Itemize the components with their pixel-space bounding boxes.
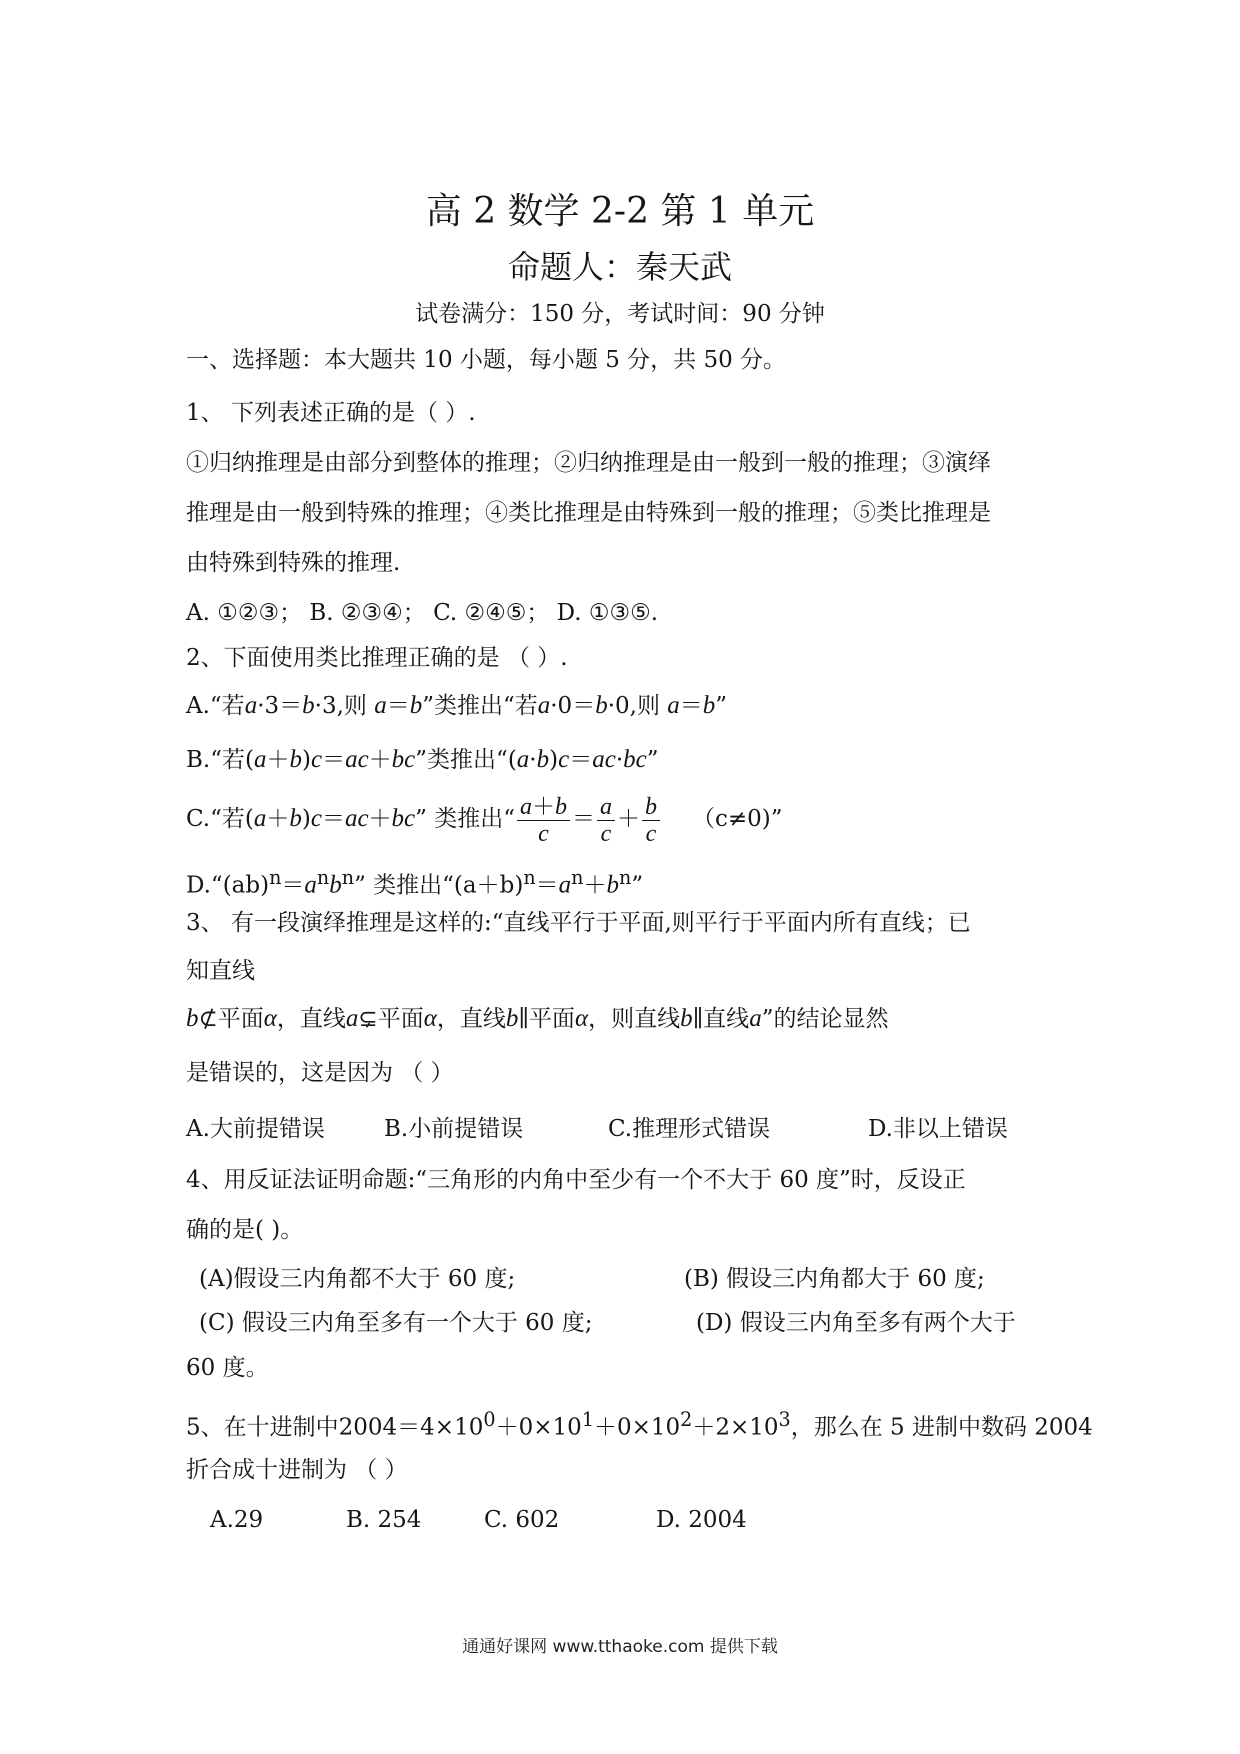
q2-option-d: $D.“(ab)^n=a^nb^n$” 类推出“$(a+b)^n=a^n+b^n$” — [186, 866, 644, 899]
q4-option-a: (A)假设三内角都不大于 60 度; — [199, 1266, 516, 1292]
q3-option-b: B.小前提错误 — [384, 1116, 524, 1142]
q3-option-d: D.非以上错误 — [868, 1116, 1008, 1142]
q4-stem: 4、用反证法证明命题:“三角形的内角中至少有一个不大于 60 度”时，反设正 — [186, 1167, 966, 1193]
q2-a-end: ” — [715, 693, 728, 719]
q5-prefix: 5、在十进制中 — [186, 1414, 339, 1441]
q3-text-line-a: ，直线 — [276, 1006, 346, 1032]
q2-a-middle: ”类推出“若 — [422, 693, 538, 719]
fraction-a-over-c: $\frac{a}{c}$ — [597, 794, 615, 847]
exam-title: 高 2 数学 2-2 第 1 单元 — [425, 191, 815, 232]
exam-info: 试卷满分：150 分，考试时间：90 分钟 — [415, 301, 825, 327]
page-footer: 通通好课网 www.tthaoke.com 提供下载 — [462, 1637, 778, 1657]
q5-suffix: ，那么在 5 进制中数码 2004 — [790, 1414, 1093, 1441]
q2-d-end: ” — [631, 872, 644, 899]
q2-a-prefix: A.“若 — [186, 693, 245, 719]
q2-option-a: A.“若a·3＝b·3,则 a＝b”类推出“若a·0＝b·0,则 a＝b” — [186, 692, 728, 719]
exam-author: 命题人：秦天武 — [507, 248, 732, 286]
q3-text-plane-1: 平面 — [217, 1006, 264, 1032]
fraction-b-over-c: $\frac{b}{c}$ — [642, 794, 660, 847]
q3-text-parallel-line: ∥直线 — [692, 1006, 750, 1032]
q1-body-line3: 由特殊到特殊的推理. — [186, 550, 401, 576]
q2-option-b: B.“若(a＋b)c＝ac＋bc”类推出“(a·b)c＝ac·bc” — [186, 746, 659, 773]
q1-stem: 1、 下列表述正确的是（ ）. — [186, 400, 476, 426]
q3-option-c: C.推理形式错误 — [608, 1116, 771, 1142]
q3-stem-line2: 知直线 — [186, 958, 255, 984]
q1-body-line2: 推理是由一般到特殊的推理；④类比推理是由特殊到一般的推理；⑤类比推理是 — [186, 500, 991, 526]
q4-option-b: (B) 假设三内角都大于 60 度; — [684, 1266, 985, 1292]
q1-options: A. ①②③； B. ②③④； C. ②④⑤； D. ①③⑤. — [186, 600, 659, 626]
q3-option-a: A.大前提错误 — [186, 1116, 325, 1142]
q2-d-prefix: D.“(ab) — [186, 872, 270, 899]
q2-c-prefix: C.“若 — [186, 806, 245, 832]
q3-text-then-line: ，则直线 — [588, 1006, 681, 1032]
fraction-a-plus-b-over-c: $\frac{a+b}{c}$ — [517, 794, 570, 847]
q4-option-d: (D) 假设三内角至多有两个大于 — [696, 1310, 1016, 1336]
q5-stem: 5、在十进制中$2004=4\times 10^0+0\times 10^1+0\times 10^2+2\times 10^3$，那么在 5 进制中数码 2004 — [186, 1408, 1093, 1441]
q2-b-middle: ”类推出“ — [415, 747, 508, 773]
q3-text-plane-2: 平面 — [377, 1006, 424, 1032]
q5-option-c: C. 602 — [484, 1507, 560, 1533]
q2-option-c: C.“若(a＋b)c＝ac＋bc” 类推出“ $\frac{a+b}{c}$ ＝ $\frac{a}{c}$ ＋ $\frac{b}{c}$ （c≠0)” — [186, 793, 783, 847]
q4-option-c: (C) 假设三内角至多有一个大于 60 度; — [199, 1310, 593, 1336]
q5-option-b: B. 254 — [346, 1507, 422, 1533]
q2-b-end: ” — [646, 747, 659, 773]
q4-option-d-continued: 60 度。 — [186, 1355, 269, 1381]
q5-option-d: D. 2004 — [656, 1507, 747, 1533]
q2-c-end: （c≠0)” — [691, 806, 783, 832]
section-heading: 一、选择题：本大题共 10 小题，每小题 5 分，共 50 分。 — [186, 347, 787, 373]
q2-stem: 2、下面使用类比推理正确的是 （ ）. — [186, 645, 568, 671]
q1-body-line1: ①归纳推理是由部分到整体的推理；②归纳推理是由一般到一般的推理；③演绎 — [186, 450, 991, 476]
q2-c-middle: ” 类推出“ — [415, 806, 515, 832]
q3-text-parallel-plane: ∥平面 — [518, 1006, 575, 1032]
q2-d-middle: ” 类推出“(a＋b) — [354, 872, 524, 899]
q5-option-a: A.29 — [210, 1507, 264, 1533]
q3-stem: 3、 有一段演绎推理是这样的:“直线平行于平面,则平行于平面内所有直线；已 — [186, 910, 971, 936]
q4-stem-line2: 确的是( )。 — [186, 1217, 304, 1243]
q3-stem-line3: b⊄平面α，直线a⊊平面α，直线b∥平面α，则直线b∥直线a”的结论显然 — [186, 1005, 889, 1032]
q2-b-prefix: B.“若 — [186, 747, 245, 773]
q5-stem-line2: 折合成十进制为 （ ） — [186, 1457, 408, 1483]
q3-text-line-b: ，直线 — [436, 1006, 506, 1032]
q3-text-conclusion: ”的结论显然 — [761, 1006, 889, 1032]
q3-stem-line4: 是错误的，这是因为 （ ） — [186, 1060, 454, 1086]
